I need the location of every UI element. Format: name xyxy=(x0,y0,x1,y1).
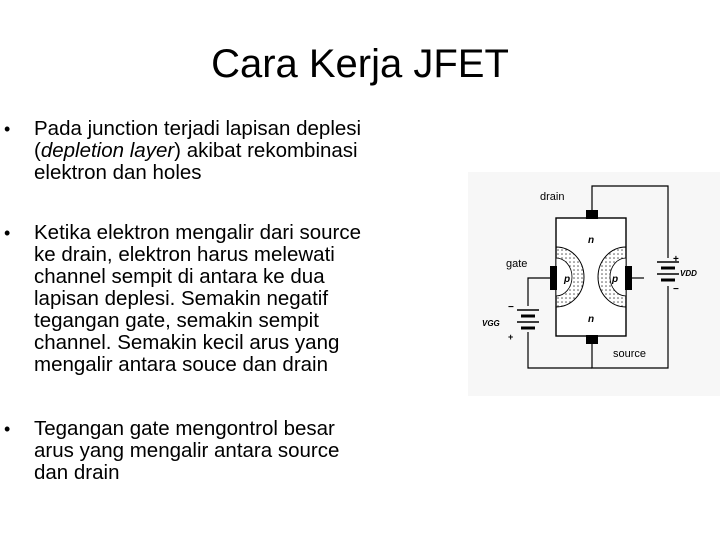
label-vgg: VGG xyxy=(482,319,500,328)
bullet-line: Ketika elektron mengalir dari source xyxy=(34,221,362,244)
label-n-bottom: n xyxy=(588,314,595,325)
slide-title: Cara Kerja JFET xyxy=(211,42,509,86)
label-n-top: n xyxy=(588,235,595,246)
label-vgg-minus: − xyxy=(508,302,514,313)
bullet-line: dan drain xyxy=(34,461,120,484)
bullet-line: lapisan deplesi. Semakin negatif xyxy=(34,287,329,310)
label-source: source xyxy=(613,348,647,360)
bullet-line: tegangan gate, semakin sempit xyxy=(34,309,319,332)
bullet-line: elektron dan holes xyxy=(34,161,202,184)
gate-contact-left xyxy=(550,266,557,290)
jfet-diagram xyxy=(468,172,720,396)
bullet-glyph: • xyxy=(4,119,11,139)
bullet-line: arus yang mengalir antara source xyxy=(34,439,340,462)
source-contact xyxy=(586,335,598,344)
bullet-item-gate-control xyxy=(4,417,434,484)
bullet-item-junction xyxy=(4,117,434,184)
gate-contact-right xyxy=(625,266,632,290)
label-vdd: VDD xyxy=(680,269,697,278)
label-gate: gate xyxy=(506,258,528,270)
label-vdd-plus: + xyxy=(673,254,679,265)
label-vdd-minus: − xyxy=(673,284,679,295)
jfet-diagram-svg xyxy=(468,172,720,396)
bullet-line: mengalir antara souce dan drain xyxy=(34,353,329,376)
bullet-line: ke drain, elektron harus melewati xyxy=(34,243,335,266)
bullet-glyph: • xyxy=(4,419,11,439)
bullet-line: channel. Semakin kecil arus yang xyxy=(34,331,340,354)
bullet-line: channel sempit di antara ke dua xyxy=(34,265,325,288)
bullet-line: (depletion layer) akibat rekombinasi xyxy=(34,139,358,162)
label-drain: drain xyxy=(540,191,565,203)
bullet-item-electron-flow xyxy=(4,221,434,376)
bullet-glyph: • xyxy=(4,223,11,243)
label-p-right: p xyxy=(612,274,619,285)
bullet-line: Pada junction terjadi lapisan deplesi xyxy=(34,117,362,140)
drain-contact xyxy=(586,210,598,219)
label-vgg-plus: + xyxy=(508,332,514,342)
bullet-line: Tegangan gate mengontrol besar xyxy=(34,417,335,440)
label-p-left: p xyxy=(564,274,571,285)
